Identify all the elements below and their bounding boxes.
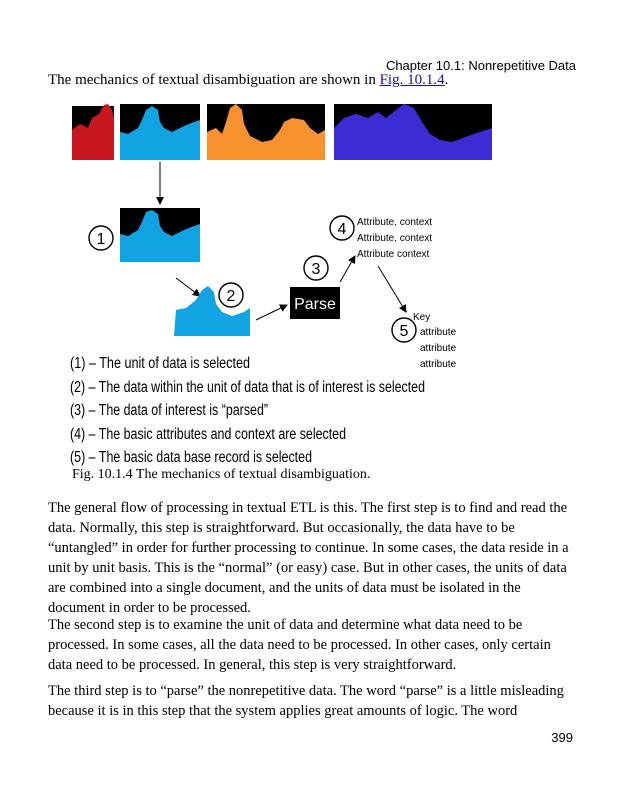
figure-caption: Fig. 10.1.4 The mechanics of textual disambiguation. — [72, 467, 371, 482]
unit-red — [72, 104, 114, 160]
arrow-to-extracted — [176, 278, 200, 296]
page-number: 399 — [551, 730, 573, 745]
body-paragraph: The general flow of processing in textual ETL is this. The first step is to find and read the data. Normally, this step is straightforward. But occasionally, the data have to be “untangled” in order for further processing to continue. In some cases, the data reside in a unit by unit basis. This is the “normal” (or easy) case. But in other cases, the units of data are combined into a single document, and the units of data must be isolated in the document in order to be processed. — [48, 500, 569, 616]
step-4-marker — [330, 216, 354, 240]
unit-orange — [207, 104, 325, 160]
attribute-line: Attribute, context — [357, 233, 433, 244]
step-description: (4) – The basic attributes and context are selected — [70, 426, 346, 443]
key-label: Key — [413, 312, 431, 323]
step-description: (2) – The data within the unit of data that is of interest is selected — [70, 379, 425, 396]
arrow-to-attributes — [340, 256, 355, 282]
steps-legend — [70, 355, 425, 466]
body-paragraph: The second step is to examine the unit of data and determine what data need to be processed. In some cases, all the data need to be processed. In other cases, only certain data need to be processed. In general, this step is very straightforward. — [48, 617, 551, 673]
arrow-to-key — [378, 266, 406, 312]
attribute-list — [357, 217, 432, 260]
running-header: Chapter 10.1: Nonrepetitive Data — [385, 58, 576, 73]
intro-text: The mechanics of textual disambiguation are shown in — [48, 72, 380, 88]
step-2-number: 2 — [226, 288, 236, 305]
parse-box — [290, 287, 340, 319]
attribute-line: Attribute context — [357, 249, 430, 260]
step-1-marker — [89, 226, 113, 250]
key-attribute: attribute — [420, 359, 457, 370]
step-1-number: 1 — [96, 231, 106, 248]
arrow-to-parse — [256, 305, 287, 320]
parse-label: Parse — [294, 296, 336, 313]
attribute-line: Attribute, context — [357, 217, 433, 228]
key-attribute: attribute — [420, 343, 457, 354]
step-3-marker — [304, 256, 328, 280]
figure-link[interactable]: Fig. 10.1.4 — [379, 72, 445, 88]
unit-cyan — [120, 104, 200, 160]
step-description: (1) – The unit of data is selected — [70, 355, 250, 372]
step-4-number: 4 — [337, 221, 347, 238]
step-description: (5) – The basic data base record is selected — [70, 449, 312, 466]
step-3-number: 3 — [311, 261, 321, 278]
body-paragraph: The third step is to “parse” the nonrepetitive data. The word “parse” is a little misleading because it is in this step that the system applies great amounts of logic. The word — [48, 683, 564, 719]
intro-period: . — [444, 72, 449, 88]
selected-unit — [120, 208, 200, 262]
key-record — [413, 312, 457, 370]
step-5-number: 5 — [399, 323, 409, 340]
unit-blue — [334, 104, 492, 160]
step-description: (3) – The data of interest is “parsed” — [70, 402, 268, 419]
step-2-marker — [219, 283, 243, 307]
key-attribute: attribute — [420, 327, 457, 338]
